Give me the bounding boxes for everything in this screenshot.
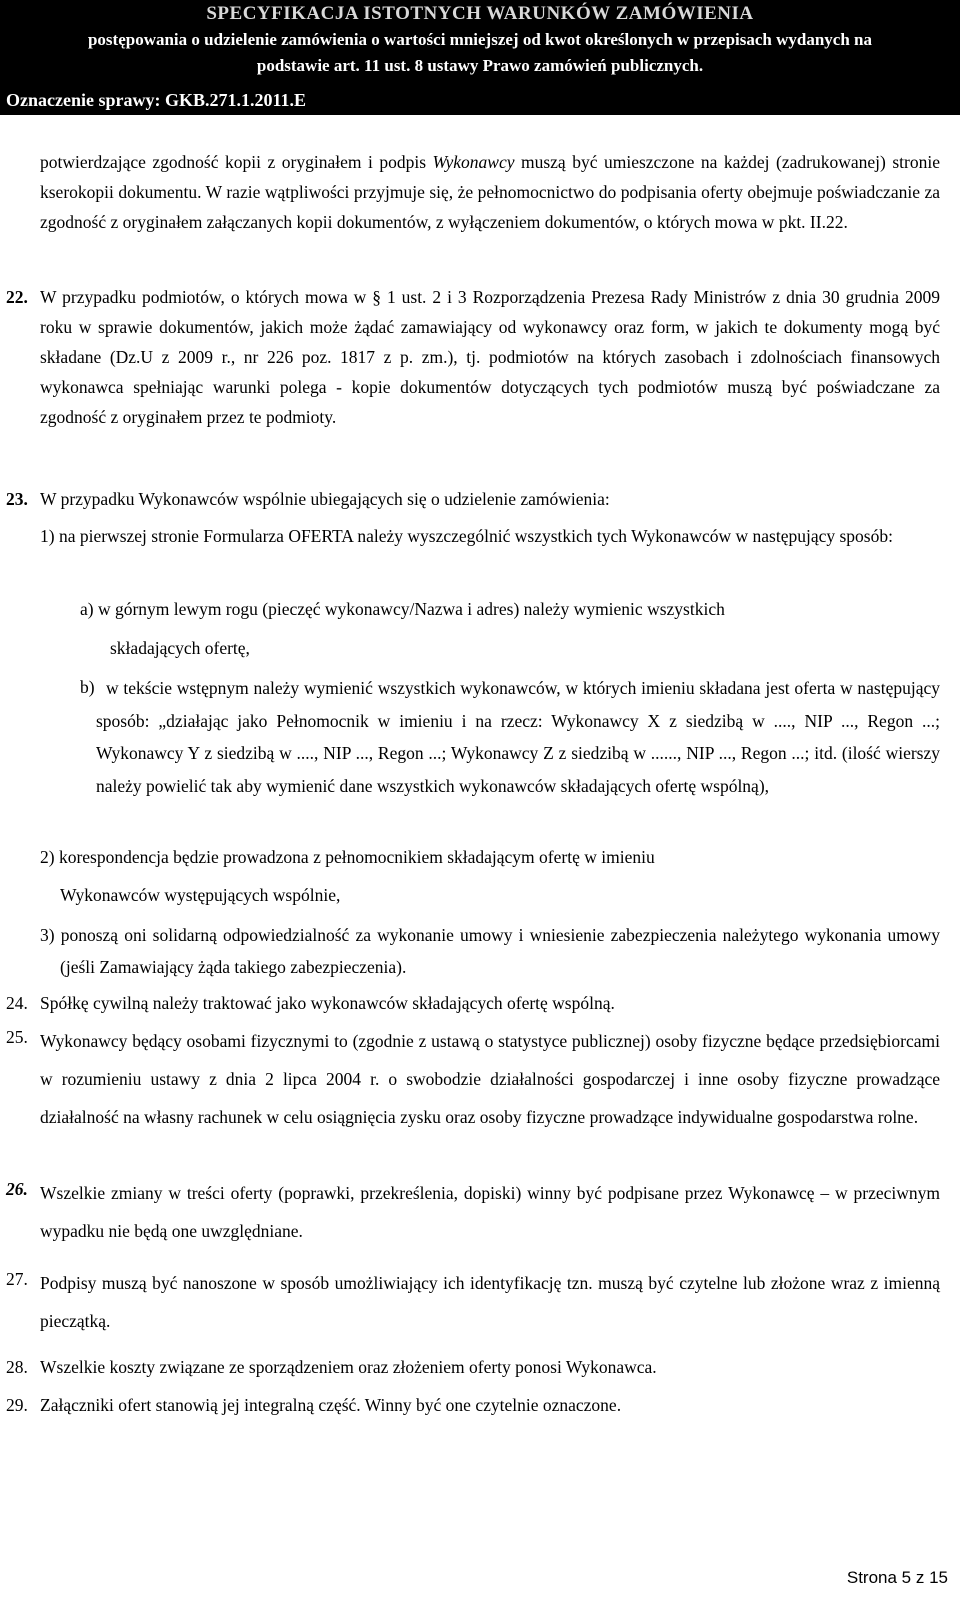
paragraph-25-number: 25. (6, 1027, 28, 1047)
paragraph-27-number: 27. (6, 1269, 28, 1289)
paragraph-23-item-1b: w tekście wstępnym należy wymienić wszystkich wykonawców, w których imieniu składana jest oferta w następujący sposób: „działając jako Pełnomocnik w imieniu i na rzecz: Wykonawcy X z siedzibą w ...., NIP ..., Regon ...; Wykonawcy Y z siedzibą w ...., NIP ..., Regon ...; Wykonawcy Z z siedzibą w ......, NIP ..., Regon ...; itd. (ilość wierszy należy powielić tak aby wymienić dane wszystkich wykonawców składających ofertę wspólną), (96, 678, 940, 796)
document-subtitle-line1: postępowania o udzielenie zamówienia o wartości mniejszej od kwot określonych w przepisach wydanych na (87, 30, 873, 49)
paragraph-23-item-1a-line-2: składających ofertę, (110, 638, 250, 658)
paragraph-29-text: Załączniki ofert stanowią jej integralną część. Winny być one czytelnie oznaczone. (40, 1395, 622, 1415)
case-number: Oznaczenie sprawy: GKB.271.1.2011.E (6, 90, 306, 110)
document-subtitle-line2: podstawie art. 11 ust. 8 ustawy Prawo zamówień publicznych. (256, 56, 704, 75)
page-number: Strona 5 z 15 (846, 1568, 948, 1587)
paragraph-23-number: 23. (6, 489, 28, 509)
intro-paragraph (40, 147, 940, 237)
paragraph-24-number: 24. (6, 993, 28, 1013)
document-header (0, 0, 960, 115)
paragraph-28-text: Wszelkie koszty związane ze sporządzeniem oraz złożeniem oferty ponosi Wykonawca. (40, 1357, 657, 1377)
paragraph-26-text: Wszelkie zmiany w treści oferty (poprawki, przekreślenia, dopiski) winny być podpisane przez Wykonawcę – w przeciwnym wypadku nie będą one uwzględniane. (40, 1183, 940, 1241)
document-title: SPECYFIKACJA ISTOTNYCH WARUNKÓW ZAMÓWIENIA (206, 3, 754, 24)
paragraph-23-text: W przypadku Wykonawców wspólnie ubiegających się o udzielenie zamówienia: (40, 489, 610, 509)
paragraph-22-text: W przypadku podmiotów, o których mowa w § 1 ust. 2 i 3 Rozporządzenia Prezesa Rady Ministrów z dnia 30 grudnia 2009 roku w sprawie dokumentów, jakich może żądać zamawiający od wykonawcy oraz form, w jakich te dokumenty mogą być składane (Dz.U z 2009 r., nr 226 poz. 1817 z p. zm.), tj. podmiotów na których zasobach i zdolnościach finansowych wykonawca spełniając warunki polega - kopie dokumentów dotyczących tych podmiotów muszą być poświadczane za zgodność z oryginałem przez te podmioty. (40, 287, 940, 427)
paragraph-25-text: Wykonawcy będący osobami fizycznymi to (zgodnie z ustawą o statystyce publicznej) osoby fizyczne będące przedsiębiorcami w rozumieniu ustawy z dnia 2 lipca 2004 r. o swobodzie działalności gospodarczej i inne osoby fizyczne prowadzące działalność na własny rachunek w celu osiągnięcia zysku oraz osoby fizyczne prowadzące indywidualne gospodarstwa rolne. (40, 1031, 940, 1127)
paragraph-24-text: Spółkę cywilną należy traktować jako wykonawców składających ofertę wspólną. (40, 993, 615, 1013)
paragraph-23-item-3: 3) ponoszą oni solidarną odpowiedzialność za wykonanie umowy i wniesienie zabezpieczenia należytego wykonania umowy (jeśli Zamawiający żąda takiego zabezpieczenia). (40, 925, 940, 977)
paragraph-23-item-2-line-2: Wykonawców występujących wspólnie, (60, 885, 341, 905)
paragraph-27-text: Podpisy muszą być nanoszone w sposób umożliwiający ich identyfikację tzn. muszą być czytelne lub złożone wraz z imienną pieczątką. (40, 1273, 940, 1331)
intro-italic-wykonawcy: Wykonawcy (432, 152, 515, 172)
paragraph-22-number: 22. (6, 287, 28, 307)
intro-text-end: muszą być umieszczone na każdej (zadrukowanej) stronie kserokopii dokumentu. W razie wątpliwości przyjmuje się, że pełnomocnictwo do podpisania oferty obejmuje poświadczanie za zgodność z oryginałem załączanych kopii dokumentów, z wyłączeniem dokumentów, o których mowa w pkt. II.22. (40, 152, 940, 232)
paragraph-28-number: 28. (6, 1357, 28, 1377)
paragraph-23-item-1b-label: b) (80, 677, 95, 697)
paragraph-23-item-2-line-1: 2) korespondencja będzie prowadzona z pełnomocnikiem składającym ofertę w imieniu (40, 847, 655, 867)
intro-text-start: potwierdzające zgodność kopii z oryginałem i podpis (40, 152, 433, 172)
paragraph-23-item-1a-line-1: a) w górnym lewym rogu (pieczęć wykonawcy/Nazwa i adres) należy wymienic wszystkich (80, 599, 725, 619)
paragraph-26-number: 26. (6, 1179, 28, 1199)
paragraph-29-number: 29. (6, 1395, 28, 1415)
paragraph-23-item-1: 1) na pierwszej stronie Formularza OFERTA należy wyszczególnić wszystkich tych Wykonawców w następujący sposób: (40, 526, 893, 546)
